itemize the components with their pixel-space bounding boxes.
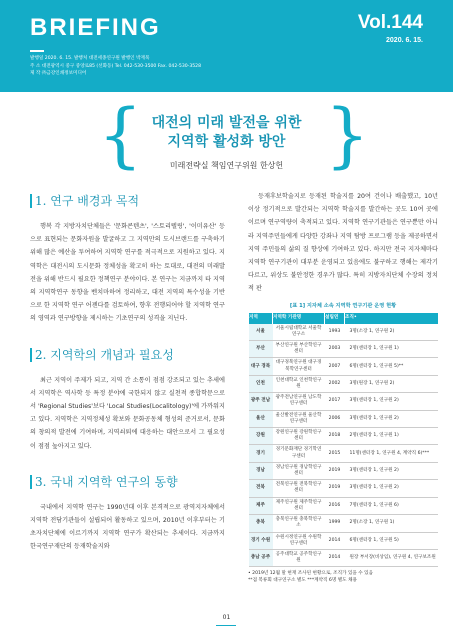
table-cell-org: 원장 부서장(비상임), 연구원 4, 연구보조원 (345, 549, 439, 566)
table-cell-name: 광주전남연구원 남도학연구센터 (273, 393, 325, 410)
table-cell-org: 2명(소장 1, 연구원 1) (345, 515, 439, 532)
table-cell-org: 6명(센터장 1, 연구원 5) (345, 532, 439, 549)
table-row (249, 549, 439, 566)
table-row (249, 410, 439, 427)
table-cell-region: 서울 (249, 324, 273, 341)
table-note: • 2019년 12월 말 현재 조사된 현황으로, 조직가 있을 수 있음 (248, 571, 374, 577)
table-header-cell: 지역학 기관명 (273, 313, 325, 324)
table-cell-name: 경남연구원 경남학연구센터 (273, 462, 325, 479)
issue-date: 2020. 6. 15. (386, 37, 423, 44)
table-cell-region: 경기 (249, 445, 273, 462)
publisher-line: 발행일 2020. 6. 15. 발행처 대전세종연구원 발행인 박재묵 (30, 56, 150, 61)
volume-number: Vol.144 (357, 12, 423, 33)
left-brace-icon: { (98, 94, 143, 176)
table-cell-region: 경기 수원 (249, 532, 273, 549)
section-3-title: 3. 국내 지역학 연구의 동향 (35, 474, 178, 489)
table-cell-org: 3명(센터장 1, 연구원 2) (345, 393, 439, 410)
left-column (30, 190, 225, 554)
table-row (249, 341, 439, 358)
table-cell-org: 3명(센터장 1, 연구원 2) (345, 462, 439, 479)
table-cell-year: 2018 (325, 428, 345, 445)
section-2-title: 2. 지역학의 개념과 필요성 (35, 347, 174, 362)
table-cell-region: 강원 (249, 428, 273, 445)
table-cell-name: 강원연구원 강원학연구센터 (273, 428, 325, 445)
section-3-body: 국내에서 지역학 연구는 1990년대 이후 본격적으로 광역지자체에서 지역학 전담기관들이 설립되어 활동하고 있으며, 2010년 이후부터는 기초자치단체에 이르기까지 지역학 연구가 확산되는 추세이다. 지금까지 한국연구재단의 등재학술지와 (30, 503, 225, 551)
heading-accent-bar (30, 194, 32, 208)
title-line-2: 지역학 활성화 방안 (167, 134, 286, 150)
table-cell-year: 2006 (325, 410, 345, 427)
table-cell-year: 2003 (325, 341, 345, 358)
table-cell-region: 충남 공주 (249, 549, 273, 566)
table-cell-org: 3명(센터장 1, 연구원 2) (345, 480, 439, 497)
institutes-table (248, 313, 438, 568)
table-row (249, 497, 439, 514)
table-row (249, 480, 439, 497)
table-cell-region: 광주 전남 (249, 393, 273, 410)
table-cell-name: 수원시정연구원 수원학연구센터 (273, 532, 325, 549)
table-cell-region: 제주 (249, 497, 273, 514)
right-brace-icon: } (325, 94, 370, 176)
section-2-body: 최근 지역이 주제가 되고, 지역 간 소통이 점점 강조되고 있는 추세에서 지역학은 역사학 등 특정 분야에 국한되지 않고 실천적 종합학문으로서 'Regional Studies'보다 'Local Studies(Localitology)'에 가까워지고 있다. 지역학은 지역정체성 확보와 문화공동체 형성의 준거로서, 문화의 창의적 발전에 기여하며, 지역쇠퇴에 대응하는 대안으로서 그 필요성이 점점 높아지고 있다. (30, 376, 225, 450)
table-cell-name: 부산연구원 부산학연구센터 (273, 341, 325, 358)
table-cell-year: 2017 (325, 393, 345, 410)
heading-accent-bar (30, 348, 32, 362)
table-notes (248, 570, 438, 584)
title-line-1: 대전의 미래 발전을 위한 (151, 115, 302, 131)
table-cell-region: 울산 (249, 410, 273, 427)
table-cell-year: 2016 (325, 497, 345, 514)
table-cell-year: 2002 (325, 375, 345, 392)
table-row (249, 358, 439, 375)
table-cell-org: 3명(소장 1, 연구원 2) (345, 324, 439, 341)
table-cell-org: 2명(센터장 1, 연구원 1) (345, 341, 439, 358)
page-number-underline (216, 625, 236, 626)
table-cell-year: 2019 (325, 462, 345, 479)
table-cell-org: 11명(센터장 1, 연구원 4, 계약직 6)*** (345, 445, 439, 462)
table-cell-name: 경기문화재단 경기학연구센터 (273, 445, 325, 462)
right-column-body: 등재후보학술지로 등재된 학술지를 20여 건이나 배출했고, 10년 이상 정기적으로 발간되는 지역학 학술지를 발간하는 곳도 10여 곳에 이르며 연구역량이 축적되고 있다. 지역학 연구기관들은 연구뿐만 아니라 지역주민들에게 다양한 강좌나 지역 탐방 프로그램 등을 제공하면서 지역 주민들의 삶의 질 향상에 기여하고 있다. 하지만 전국 지자체마다 지역학 연구기관이 대부분 운영되고 있음에도 불구하고 행해는 제각기 다르고, 위상도 불안정한 경우가 많다. 특히 지방자치단체 수장의 정치적 판 (248, 193, 438, 293)
briefing-logo: BRIEFING (30, 14, 161, 41)
publisher-info (30, 55, 201, 78)
header-banner (0, 0, 453, 92)
table-note: **겸 복류회 대구연구소 별도 ***계약직 6명 별도 채용 (248, 578, 357, 584)
table-cell-org: 6명(센터장 1, 연구원 5)** (345, 358, 439, 375)
right-column (248, 190, 438, 584)
table-cell-org: 7명(센터장 1, 연구원 6) (345, 497, 439, 514)
table-header-cell: 조직• (345, 313, 439, 324)
table-row (249, 375, 439, 392)
page-number: 01 (222, 614, 231, 621)
table-cell-year: 2014 (325, 549, 345, 566)
table-row (249, 515, 439, 532)
table-row (249, 445, 439, 462)
table-cell-name: 울산발전연구원 울산학연구센터 (273, 410, 325, 427)
table-cell-org: 3명(원장 1, 연구원 2) (345, 375, 439, 392)
table-header-cell: 지역 (249, 313, 273, 324)
table-header-row (249, 313, 439, 324)
table-cell-name: 서울시립대학교 서울학연구소 (273, 324, 325, 341)
table-cell-name: 공주대학교 공주학연구원 (273, 549, 325, 566)
publisher-line: 제 작 ㈜금강인쇄정보미디어 (30, 71, 87, 76)
section-1-body: 행복 각 지방자치단체들은 '문화콘텐츠', '스토리텔링', '이미유산' 등으로 표현되는 문화자원을 발굴하고 그 지역만의 도시브랜드를 구축하기 위해 많은 예산을 투여하여 지역학 연구를 적극적으로 지원하고 있다. 지역학은 대전시의 도시문화 정체성을 확고히 하는 토대로, 대전의 미래발전을 위해 반드시 필요한 정책연구 분야이다. 본 연구는 지금까지 타 지역의 지역학연구 동향을 벤치마하여 정리하고, 대전 지역의 특수성을 기반으로 한 지역학 연구 어젠다를 검토하여, 향후 전행되어야 할 지역학 연구의 영역과 연구방향을 제시하는 기초연구의 성격을 지닌다. (30, 223, 225, 323)
table-cell-name: 전북연구원 전북학연구센터 (273, 480, 325, 497)
publisher-divider (30, 50, 44, 52)
table-cell-name: 제주연구원 제주학연구센터 (273, 497, 325, 514)
table-row (249, 393, 439, 410)
publisher-line: 주 소 대전광역시 중구 중앙로85 (선화동) Tel. 042-530-3500 Fax. 042-530-3528 (30, 63, 202, 69)
table-cell-year: 2015 (325, 445, 345, 462)
table-cell-name: 인천대학교 인천학연구원 (273, 375, 325, 392)
table-cell-year: 2007 (325, 358, 345, 375)
section-2-heading (30, 344, 225, 366)
table-cell-year: 2014 (325, 532, 345, 549)
table-cell-year: 1999 (325, 515, 345, 532)
author-line: 미래전략실 책임연구위원 한상헌 (169, 161, 284, 170)
table-cell-org: 2명(센터장 1, 연구원 1) (345, 428, 439, 445)
table-cell-name: 대구경북연구원 대구경북학연구센터 (273, 358, 325, 375)
table-cell-org: 3명(센터장 1, 연구원 2) (345, 410, 439, 427)
table-header-cell: 설립연 (325, 313, 345, 324)
table-row (249, 428, 439, 445)
table-cell-region: 부산 (249, 341, 273, 358)
table-cell-year: 1993 (325, 324, 345, 341)
heading-accent-bar (30, 475, 32, 489)
table-row (249, 324, 439, 341)
table-cell-region: 충북 (249, 515, 273, 532)
table-cell-year: 2019 (325, 480, 345, 497)
table-cell-name: 충북연구원 충북학연구소 (273, 515, 325, 532)
title-block (0, 94, 453, 180)
table-cell-region: 인천 (249, 375, 273, 392)
table-body (249, 324, 439, 567)
table-cell-region: 전북 (249, 480, 273, 497)
table-cell-region: 대구 경북 (249, 358, 273, 375)
table-row (249, 462, 439, 479)
table-cell-region: 경남 (249, 462, 273, 479)
table-caption: [표 1] 지자체 소속 지역학 연구기관 운영 현황 (289, 302, 397, 309)
table-row (249, 532, 439, 549)
section-3-heading (30, 471, 225, 493)
section-1-heading (30, 190, 225, 212)
section-1-title: 1. 연구 배경과 목적 (35, 194, 140, 208)
